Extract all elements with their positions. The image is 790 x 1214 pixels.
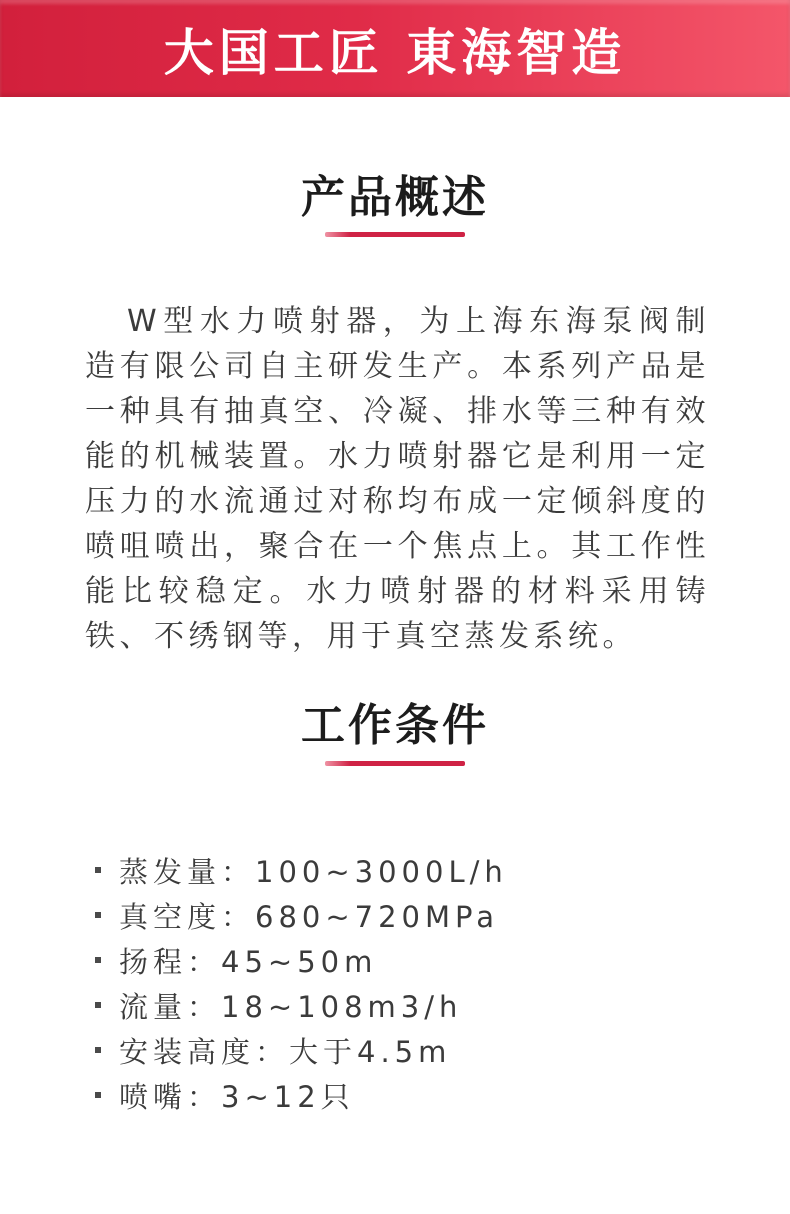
- spec-text: 扬程：45~50m: [119, 944, 378, 979]
- title-underline: [325, 761, 465, 766]
- spec-text: 蒸发量：100~3000L/h: [119, 854, 508, 889]
- spec-item-evaporation: [95, 848, 790, 893]
- spec-text: 流量：18~108m3/h: [119, 989, 463, 1024]
- spec-item-nozzles: [95, 1073, 790, 1118]
- spec-list: [0, 848, 790, 1118]
- working-conditions-section: [0, 701, 790, 1117]
- spec-text: 喷嘴：3~12只: [119, 1079, 355, 1114]
- bullet-icon: [95, 957, 101, 963]
- section-title-overview: [0, 173, 790, 237]
- bullet-icon: [95, 1092, 101, 1098]
- overview-paragraph: W型水力喷射器，为上海东海泵阀制造有限公司自主研发生产。本系列产品是一种具有抽真空、冷凝、排水等三种有效能的机械装置。水力喷射器它是利用一定压力的水流通过对称均布成一定倾斜度的喷咀喷出，聚合在一个焦点上。其工作性能比较稳定。水力喷射器的材料采用铸铁、不绣钢等，用于真空蒸发系统。: [85, 304, 710, 655]
- working-conditions-title-text: 工作条件: [301, 700, 489, 752]
- section-title-working-conditions: [0, 701, 790, 765]
- title-underline: [325, 232, 465, 237]
- spec-text: 安装高度：大于4.5m: [119, 1034, 452, 1069]
- spec-text: 真空度：680~720MPa: [119, 899, 499, 934]
- bullet-icon: [95, 912, 101, 918]
- bullet-icon: [95, 867, 101, 873]
- banner-title: 大国工匠 東海智造: [163, 23, 627, 82]
- spec-item-install-height: [95, 1028, 790, 1073]
- bullet-icon: [95, 1002, 101, 1008]
- spec-item-vacuum: [95, 893, 790, 938]
- overview-title-text: 产品概述: [301, 172, 489, 223]
- bullet-icon: [95, 1047, 101, 1053]
- brand-banner: [0, 0, 790, 97]
- spec-item-head: [95, 938, 790, 983]
- overview-section: [0, 173, 790, 659]
- spec-item-flow: [95, 983, 790, 1028]
